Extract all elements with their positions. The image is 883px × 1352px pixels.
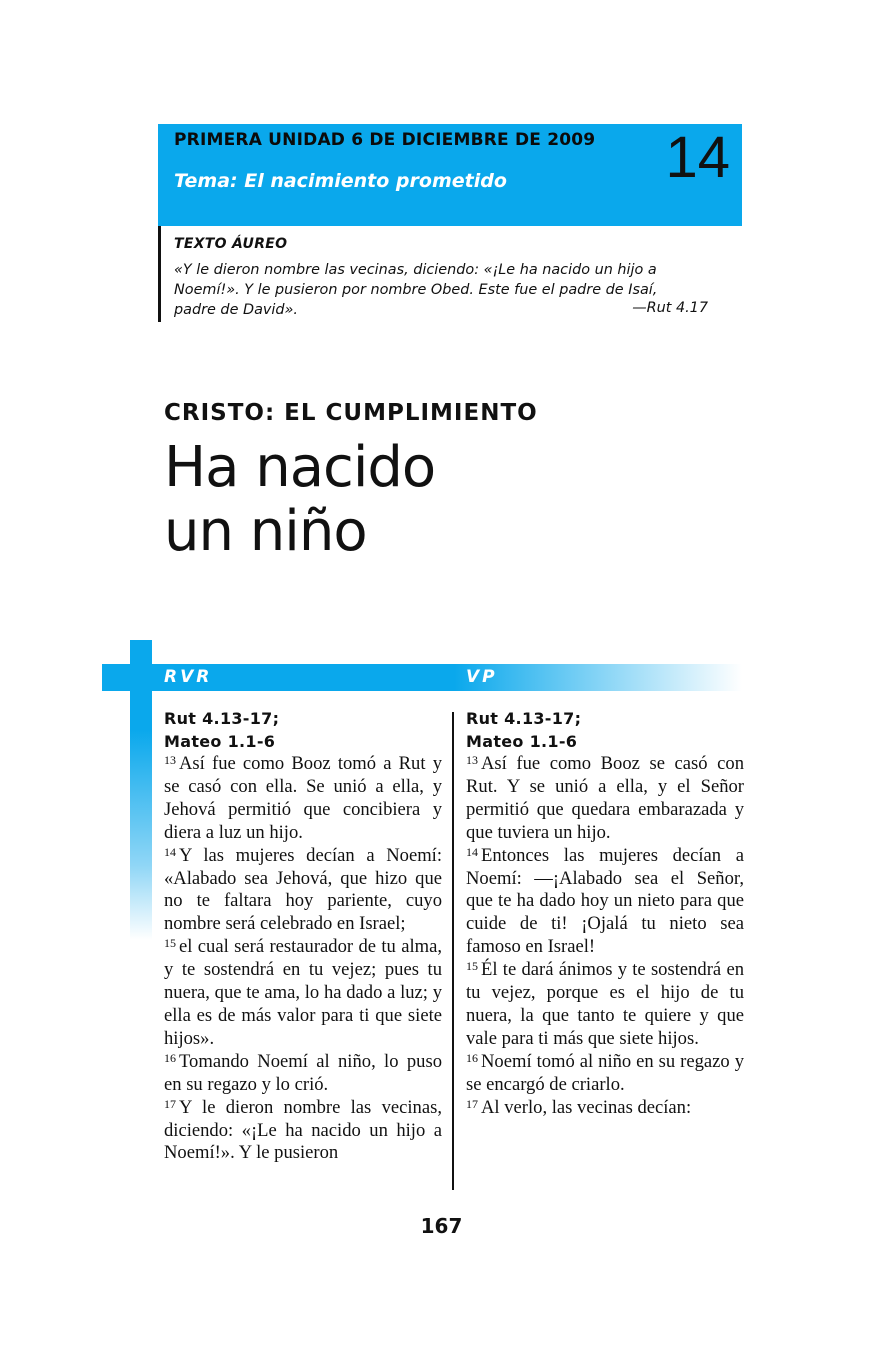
- verse: [164, 1051, 442, 1097]
- rvr-column: [164, 707, 442, 1165]
- verse-text: Así fue como Booz se casó con Rut. Y se unió a ella, y el Señor permitió que quedara embarazada y que tuviera un hijo.: [466, 753, 744, 843]
- verse-number: 15: [164, 936, 176, 951]
- verse-number: 16: [164, 1050, 176, 1065]
- verse: [466, 1051, 744, 1097]
- verse-number: 17: [466, 1096, 478, 1111]
- golden-text-title: TEXTO ÁUREO: [174, 236, 288, 252]
- section-supertitle: CRISTO: EL CUMPLIMIENTO: [164, 400, 538, 426]
- golden-text-line: «Y le dieron nombre las vecinas, diciendo: «¡Le ha nacido un hijo a: [174, 262, 657, 278]
- vp-label: VP: [466, 667, 498, 687]
- verse-text: Y le dieron nombre las vecinas, diciendo: «¡Le ha nacido un hijo a Noemí!». Y le pusieron: [164, 1096, 442, 1164]
- verse: [466, 845, 744, 960]
- lesson-date: PRIMERA UNIDAD 6 DE DICIEMBRE DE 2009: [174, 130, 596, 150]
- verse: [164, 845, 442, 937]
- verse-text: Él te dará ánimos y te sostendrá en tu vejez, porque es el hijo de tu nuera, la que tanto te quiere y que vale para ti más que siete hijos.: [466, 959, 744, 1049]
- vp-reference: [466, 707, 744, 753]
- verse: [466, 753, 744, 845]
- verse-number: 15: [466, 959, 478, 974]
- verse-text: Al verlo, las vecinas decían:: [481, 1096, 692, 1118]
- rvr-reference-line: Rut 4.13-17;: [164, 709, 280, 728]
- verse-number: 17: [164, 1096, 176, 1111]
- verse-text: el cual será restaurador de tu alma, y te sostendrá en tu vejez; pues tu nuera, que te ama, lo ha dado a luz; y ella es de más valor para ti que siete hijos».: [164, 936, 442, 1049]
- verse-text: Así fue como Booz tomó a Rut y se casó con ella. Se unió a ella, y Jehová permitió que concibiera y diera a luz un hijo.: [164, 753, 442, 843]
- verse: [466, 959, 744, 1051]
- version-band: [102, 664, 742, 691]
- golden-text-line: Noemí!». Y le pusieron por nombre Obed. Este fue el padre de Isaí,: [174, 282, 658, 298]
- verse-number: 16: [466, 1050, 478, 1065]
- lesson-header: [158, 124, 742, 226]
- verse-text: Entonces las mujeres decían a Noemí: —¡Alabado sea el Señor, que te ha dado hoy un nieto para que cuide de ti! ¡Ojalá tu nieto sea famoso en Israel!: [466, 844, 744, 958]
- verse-text: Noemí tomó al niño en su regazo y se encargó de criarlo.: [466, 1050, 744, 1095]
- page-title-line: un niño: [164, 499, 367, 564]
- column-divider: [452, 712, 454, 1190]
- verse-text: Y las mujeres decían a Noemí: «Alabado sea Jehová, que hizo que no te faltara hoy pariente, cuyo nombre será celebrado en Israel;: [164, 844, 442, 935]
- lesson-number: 14: [665, 125, 730, 190]
- rvr-reference: [164, 707, 442, 753]
- verse-number: 13: [466, 753, 478, 767]
- vp-reference-line: Rut 4.13-17;: [466, 709, 582, 728]
- lesson-theme: Tema: El nacimiento prometido: [174, 170, 507, 192]
- verse: [164, 753, 442, 845]
- verse-text: Tomando Noemí al niño, lo puso en su regazo y lo crió.: [164, 1050, 442, 1095]
- verse: [164, 1097, 442, 1166]
- vp-reference-line: Mateo 1.1-6: [466, 732, 578, 751]
- verse-number: 13: [164, 753, 176, 767]
- verse: [164, 936, 442, 1051]
- vp-column: [466, 707, 744, 1120]
- golden-text-reference: —Rut 4.17: [632, 300, 708, 316]
- page-title: [164, 436, 724, 564]
- rvr-label: RVR: [164, 667, 213, 687]
- page-title-line: Ha nacido: [164, 435, 436, 500]
- verse-number: 14: [466, 844, 478, 859]
- verse: [466, 1097, 744, 1120]
- verse-number: 14: [164, 844, 176, 859]
- page-number: 167: [420, 1214, 463, 1238]
- golden-text-line: padre de David».: [174, 302, 298, 318]
- golden-text-section: [158, 226, 742, 322]
- rvr-reference-line: Mateo 1.1-6: [164, 732, 276, 751]
